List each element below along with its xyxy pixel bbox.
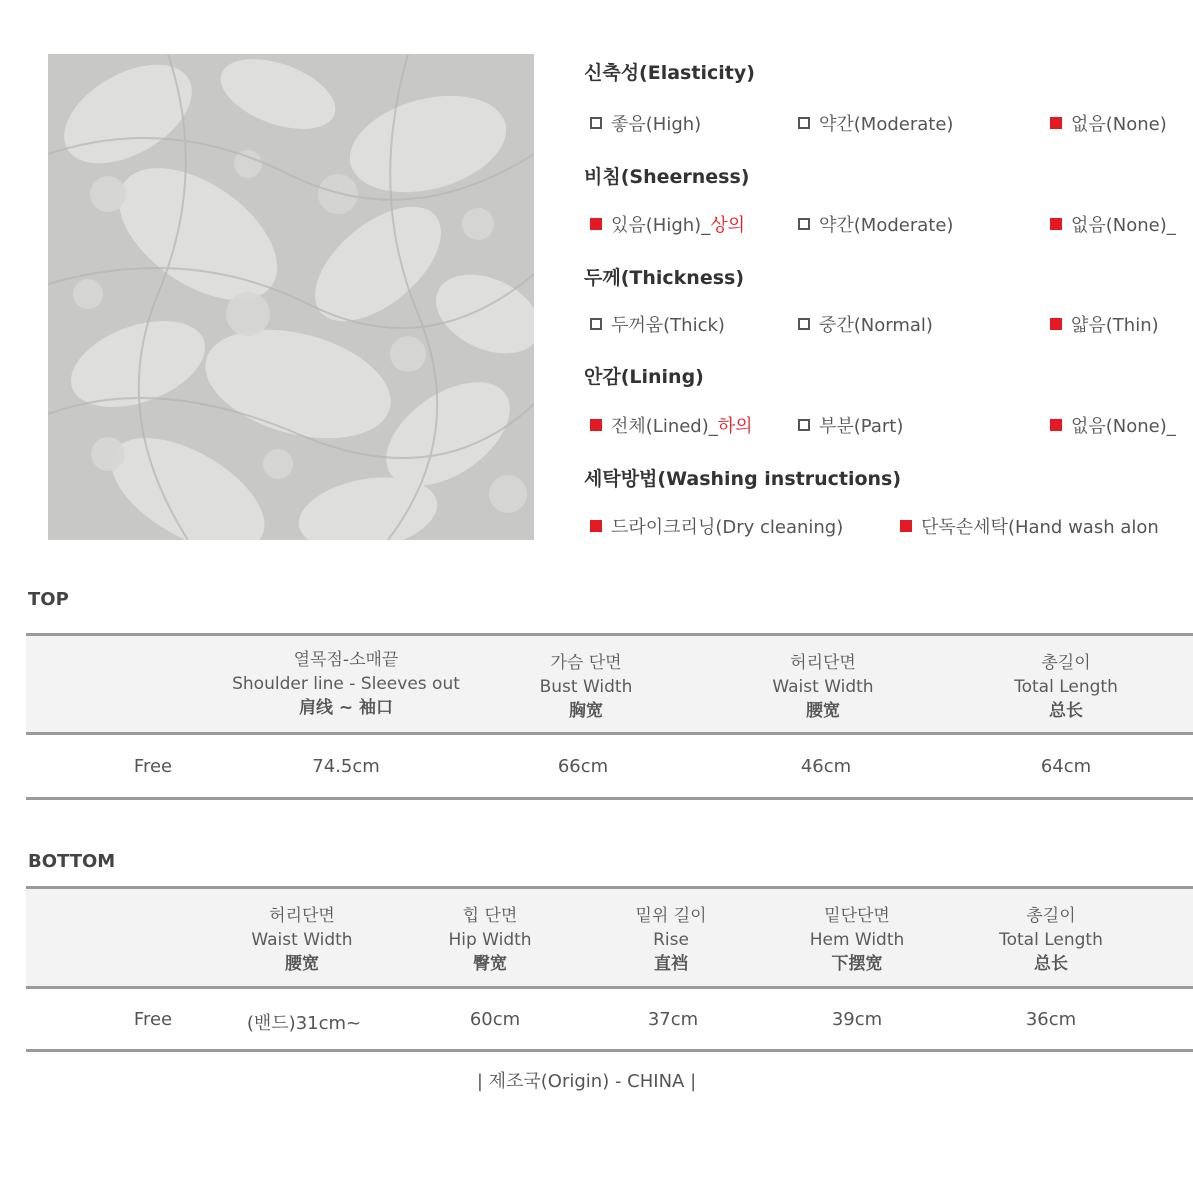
bottom-value-rise: 37cm: [647, 1009, 699, 1030]
checked-box-icon: [590, 520, 602, 532]
sheerness-title: 비침(Sheerness): [584, 166, 750, 188]
thickness-title: 두께(Thickness): [584, 267, 745, 289]
header-waist-width: 허리단면 Waist Width 腰宽: [251, 906, 353, 974]
checked-box-icon: [590, 419, 602, 431]
checkbox-icon: [590, 117, 602, 129]
sheerness-option-high: 있음(High)_ 상의: [590, 211, 745, 237]
elasticity-option-high: 좋음(High): [590, 110, 701, 136]
checkbox-icon: [798, 419, 810, 431]
top-size-free: Free: [133, 756, 173, 777]
bottom-value-waist: (밴드)31cm~: [246, 1013, 362, 1034]
washing-title: 세탁방법(Washing instructions): [584, 468, 902, 490]
header-hem-width: 밑단단면 Hem Width 下摆宽: [809, 906, 905, 974]
header-shoulder-sleeve: 열목점-소매끝 Shoulder line - Sleeves out 肩线 ~ 袖口: [232, 650, 460, 718]
elasticity-option-moderate: 약간(Moderate): [798, 110, 953, 136]
header-rise: 밑위 길이 Rise 直裆: [635, 906, 707, 974]
top-value-shoulder-sleeve: 74.5cm: [312, 756, 380, 777]
checked-box-icon: [1050, 318, 1062, 330]
top-table-header: [26, 633, 1193, 735]
header-hip-width: 힙 단면 Hip Width 臀宽: [448, 906, 532, 974]
checked-box-icon: [1050, 117, 1062, 129]
checked-box-icon: [590, 218, 602, 230]
elasticity-title: 신축성(Elasticity): [584, 62, 755, 84]
bottom-table-bottom-rule: [26, 1049, 1193, 1052]
header-total-length: 총길이 Total Length 总长: [999, 906, 1103, 974]
lining-title: 안감(Lining): [584, 366, 704, 388]
thickness-option-normal: 중간(Normal): [798, 311, 933, 337]
top-value-bust: 66cm: [557, 756, 609, 777]
checkbox-icon: [798, 318, 810, 330]
thickness-option-thin: 얇음(Thin): [1050, 311, 1159, 337]
washing-option-dry-cleaning: 드라이크리닝(Dry cleaning): [590, 513, 843, 539]
elasticity-option-none: 없음(None): [1050, 110, 1167, 136]
lining-option-part: 부분(Part): [798, 412, 903, 438]
top-value-waist: 46cm: [800, 756, 852, 777]
checkbox-icon: [798, 117, 810, 129]
header-bust-width: 가슴 단면 Bust Width 胸宽: [539, 653, 633, 721]
header-total-length: 총길이 Total Length 总长: [1014, 653, 1118, 721]
origin-text: | 제조국(Origin) - CHINA |: [476, 1071, 697, 1092]
lining-option-lined: 전체(Lined)_ 하의: [590, 412, 753, 438]
checked-box-icon: [900, 520, 912, 532]
bottom-value-hem: 39cm: [831, 1009, 883, 1030]
checked-box-icon: [1050, 419, 1062, 431]
fabric-swatch-image: [48, 54, 534, 540]
sheerness-option-none: 없음(None)_: [1050, 211, 1176, 237]
top-value-length: 64cm: [1040, 756, 1092, 777]
washing-option-hand-wash: 단독손세탁(Hand wash alon: [900, 513, 1159, 539]
checked-box-icon: [1050, 218, 1062, 230]
bottom-size-free: Free: [133, 1009, 173, 1030]
header-waist-width: 허리단면 Waist Width 腰宽: [772, 653, 874, 721]
top-table-bottom-rule: [26, 797, 1193, 800]
checkbox-icon: [798, 218, 810, 230]
bottom-value-length: 36cm: [1025, 1009, 1077, 1030]
bottom-value-hip: 60cm: [469, 1009, 521, 1030]
top-table-label: TOP: [28, 589, 69, 610]
sheerness-option-moderate: 약간(Moderate): [798, 211, 953, 237]
bottom-table-label: BOTTOM: [28, 851, 116, 872]
thickness-option-thick: 두꺼움(Thick): [590, 311, 725, 337]
bottom-table-header: [26, 886, 1193, 989]
lining-option-none: 없음(None)_: [1050, 412, 1176, 438]
checkbox-icon: [590, 318, 602, 330]
